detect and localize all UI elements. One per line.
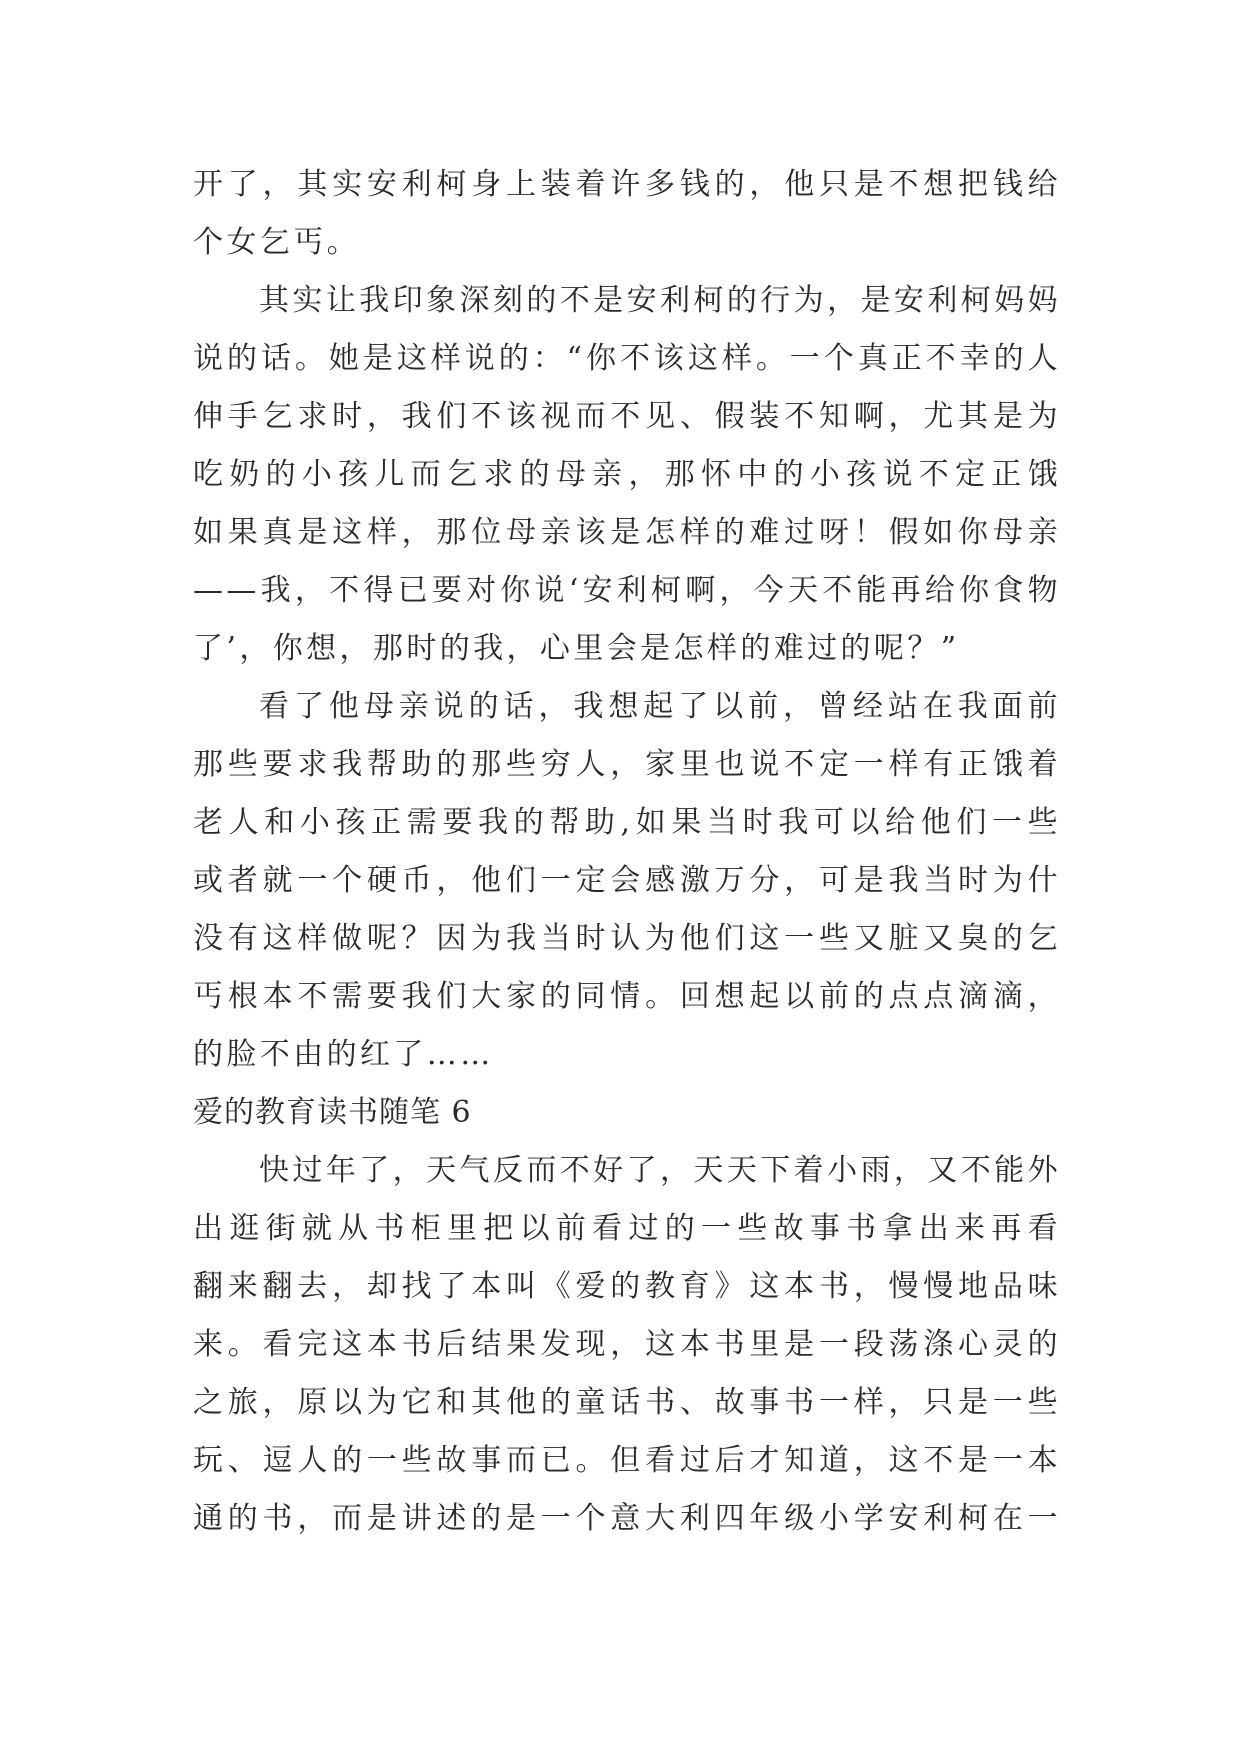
text-line: 翻来翻去，却找了本叫《爱的教育》这本书，慢慢地品味 xyxy=(193,1269,1061,1304)
text-line: 通的书，而是讲述的是一个意大利四年级小学安利柯在一 xyxy=(193,1501,1061,1536)
text-line: 其实让我印象深刻的不是安利柯的行为，是安利柯妈妈 xyxy=(259,283,1061,318)
text-line: 老人和小孩正需要我的帮助,如果当时我可以给他们一些 xyxy=(193,805,1061,840)
text-line: 玩、逗人的一些故事而已。但看过后才知道，这不是一本 xyxy=(193,1443,1061,1478)
text-line: 之旅，原以为它和其他的童话书、故事书一样，只是一些 xyxy=(193,1385,1061,1420)
text-line: 了’，你想，那时的我，心里会是怎样的难过的呢？” xyxy=(193,631,960,666)
text-line: 来。看完这本书后结果发现，这本书里是一段荡涤心灵的 xyxy=(193,1327,1061,1362)
document-body xyxy=(193,156,1061,1548)
paragraph xyxy=(193,1142,1061,1548)
text-line: 快过年了，天气反而不好了，天天下着小雨，又不能外 xyxy=(259,1153,1061,1188)
paragraph xyxy=(193,678,1061,1084)
text-line: 个女乞丐。 xyxy=(193,225,360,260)
text-line: 吃奶的小孩儿而乞求的母亲，那怀中的小孩说不定正饿 xyxy=(193,457,1061,492)
text-line: 没有这样做呢？因为我当时认为他们这一些又脏又臭的乞 xyxy=(193,921,1061,956)
text-line: 或者就一个硬币，他们一定会感激万分，可是我当时为什 xyxy=(193,863,1061,898)
text-line: 如果真是这样，那位母亲该是怎样的难过呀！假如你母亲 xyxy=(193,515,1061,550)
text-line: 说的话。她是这样说的：“你不该这样。一个真正不幸的人 xyxy=(193,341,1061,376)
text-line: 开了，其实安利柯身上装着许多钱的，他只是不想把钱给 xyxy=(193,167,1061,202)
text-line: 的脸不由的红了…… xyxy=(193,1037,494,1072)
text-line: 出逛街就从书柜里把以前看过的一些故事书拿出来再看 xyxy=(193,1211,1061,1246)
text-line: 伸手乞求时，我们不该视而不见、假装不知啊，尤其是为 xyxy=(193,399,1061,434)
text-line: 看了他母亲说的话，我想起了以前，曾经站在我面前 xyxy=(259,689,1061,724)
section-title: 爱的教育读书随笔 6 xyxy=(193,1095,472,1130)
text-line: 丐根本不需要我们大家的同情。回想起以前的点点滴滴， xyxy=(193,979,1061,1014)
paragraph xyxy=(193,156,1061,272)
paragraph xyxy=(193,272,1061,678)
text-line: ——我，不得已要对你说‘安利柯啊，今天不能再给你食物 xyxy=(193,573,1061,608)
text-line: 那些要求我帮助的那些穷人，家里也说不定一样有正饿着 xyxy=(193,747,1061,782)
